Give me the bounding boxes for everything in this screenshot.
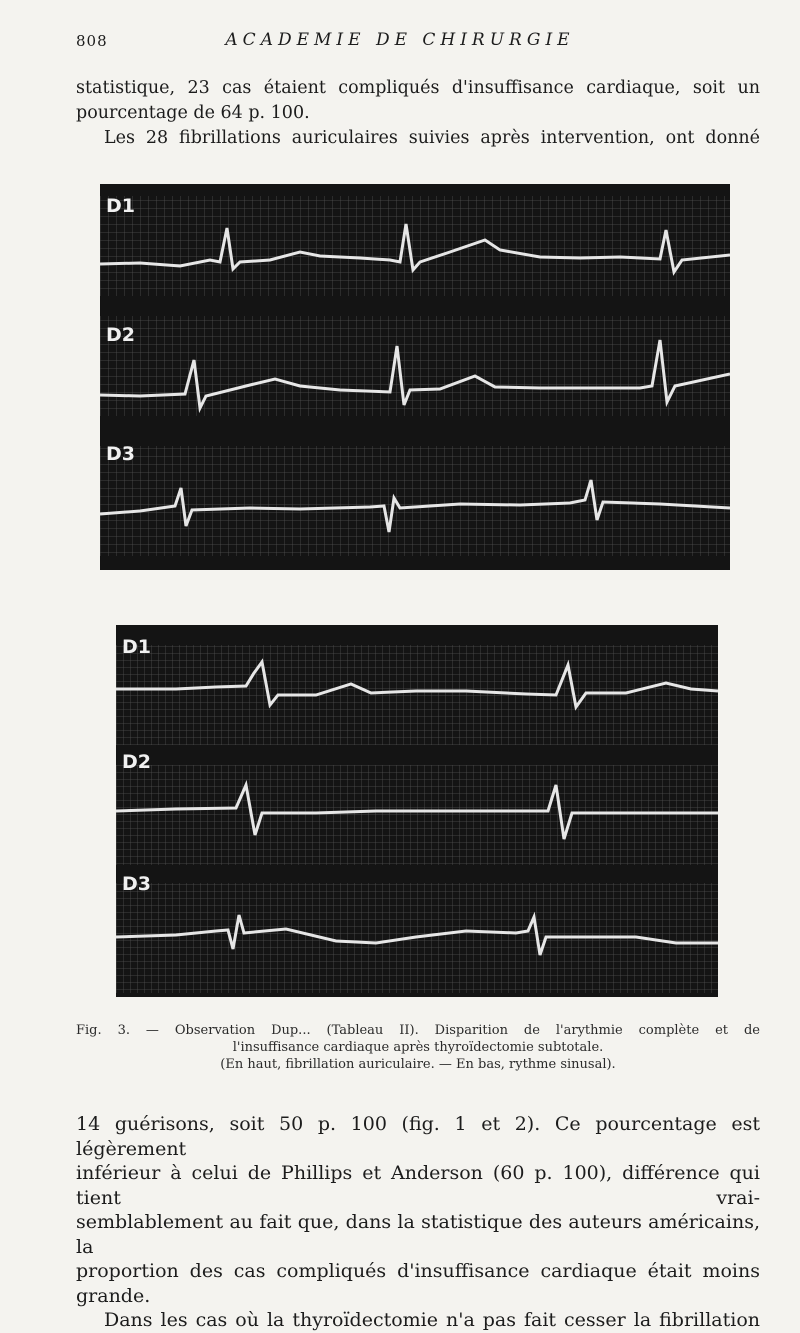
paragraph-bottom-line: semblablement au fait que, dans la statistique des auteurs américains, la <box>76 1211 760 1258</box>
ecg-top-svg <box>100 184 730 570</box>
caption-line: l'insuffisance cardiaque après thyroïdectomie subtotale. <box>232 1040 604 1055</box>
page-number: 808 <box>76 32 108 50</box>
lead-label-d2: D2 <box>122 751 151 773</box>
ecg-bottom-svg <box>116 625 718 997</box>
running-head: ACADEMIE DE CHIRURGIE <box>225 30 575 50</box>
caption-line: Fig. 3. — Observation Dup... (Tableau II). Disparition de l'arythmie complète et de <box>76 1023 760 1038</box>
lead-label-d3: D3 <box>106 443 135 465</box>
lead-label-d2: D2 <box>106 324 135 346</box>
lead-label-d1: D1 <box>106 195 135 217</box>
figure-caption <box>76 1022 760 1073</box>
ecg-panel-atrial-fibrillation <box>100 184 730 570</box>
lead-label-d1: D1 <box>122 636 151 658</box>
paragraph-top-line: statistique, 23 cas étaient compliqués d'insuffisance cardiaque, soit un <box>76 78 760 98</box>
paragraph-top <box>76 76 760 126</box>
lead-label-d3: D3 <box>122 873 151 895</box>
paragraph-intro: Les 28 fibrillations auriculaires suivies après intervention, ont donné <box>104 128 760 148</box>
paragraph-bottom-line: Dans les cas où la thyroïdectomie n'a pas fait cesser la fibrillation <box>104 1309 760 1331</box>
ecg-panel-sinus-rhythm <box>116 625 718 997</box>
paragraph-bottom <box>76 1112 760 1333</box>
paragraph-bottom-line: 14 guérisons, soit 50 p. 100 (fig. 1 et 2). Ce pourcentage est légèrement <box>76 1113 760 1160</box>
caption-line: (En haut, fibrillation auriculaire. — En bas, rythme sinusal). <box>220 1057 616 1072</box>
paragraph-top-line: pourcentage de 64 p. 100. <box>76 103 310 123</box>
page-header <box>0 30 800 56</box>
paragraph-bottom-line: inférieur à celui de Phillips et Anderson (60 p. 100), différence qui tient vrai- <box>76 1162 760 1209</box>
paragraph-bottom-line: proportion des cas compliqués d'insuffisance cardiaque était moins grande. <box>76 1260 760 1307</box>
